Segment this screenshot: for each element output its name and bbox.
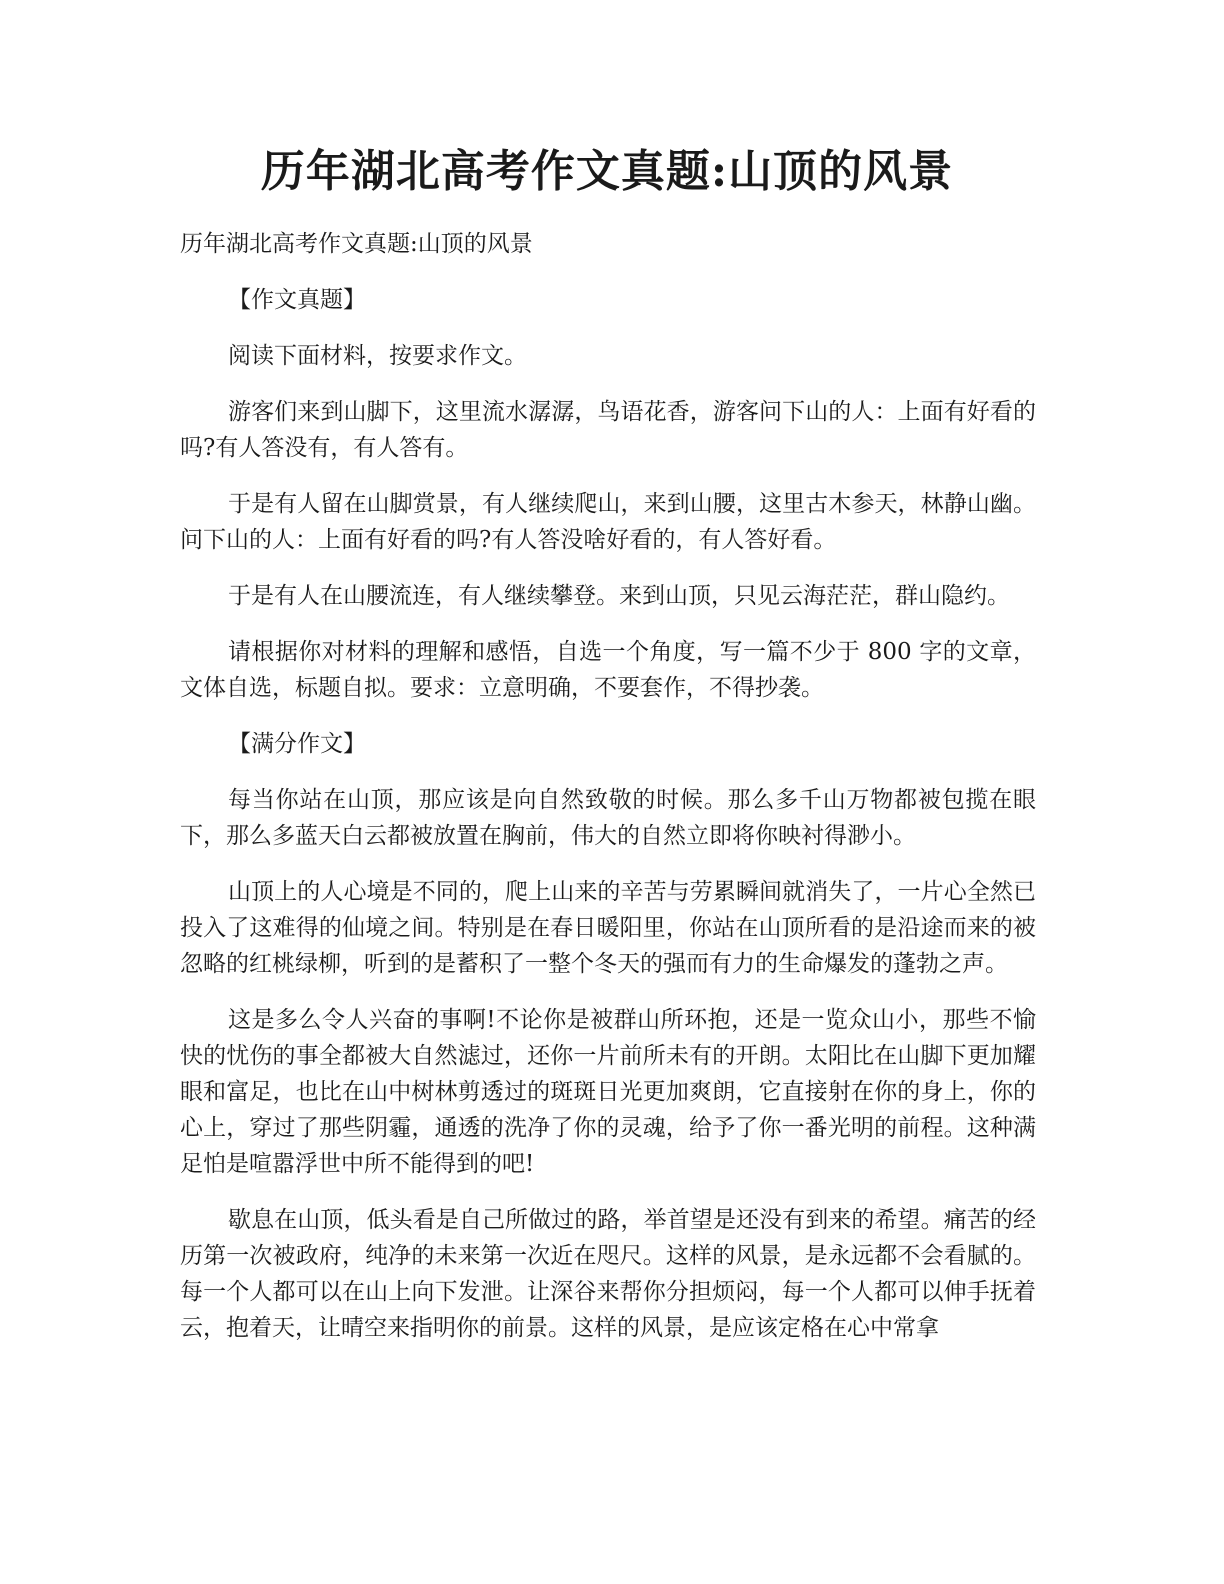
- paragraph: 阅读下面材料，按要求作文。: [228, 343, 527, 369]
- section-heading-prompt: 【作文真题】: [228, 287, 366, 313]
- paragraph: 每当你站在山顶，那应该是向自然致敬的时候。那么多千山万物都被包揽在眼下，那么多蓝天白云都被放置在胸前，伟大的自然立即将你映衬得渺小。: [180, 787, 1036, 849]
- paragraph: 歇息在山顶，低头看是自己所做过的路，举首望是还没有到来的希望。痛苦的经历第一次被政府，纯净的未来第一次近在咫尺。这样的风景，是永远都不会看腻的。每一个人都可以在山上向下发泄。让深谷来帮你分担烦闷，每一个人都可以伸手抚着云，抱着天，让晴空来指明你的前景。这样的风景，是应该定格在心中常拿: [180, 1207, 1036, 1341]
- paragraph: 这是多么令人兴奋的事啊!不论你是被群山所环抱，还是一览众山小，那些不愉快的忧伤的事全都被大自然滤过，还你一片前所未有的开朗。太阳比在山脚下更加耀眼和富足，也比在山中树林剪透过的斑斑日光更加爽朗，它直接射在你的身上，你的心上，穿过了那些阴霾，通透的洗净了你的灵魂，给予了你一番光明的前程。这种满足怕是喧嚣浮世中所不能得到的吧!: [180, 1007, 1036, 1177]
- paragraph: 于是有人在山腰流连，有人继续攀登。来到山顶，只见云海茫茫，群山隐约。: [228, 583, 1010, 609]
- paragraph: 游客们来到山脚下，这里流水潺潺，鸟语花香，游客问下山的人：上面有好看的吗?有人答没有，有人答有。: [180, 399, 1036, 461]
- section-heading-essay: 【满分作文】: [228, 731, 366, 757]
- paragraph: 于是有人留在山脚赏景，有人继续爬山，来到山腰，这里古木参天，林静山幽。问下山的人：上面有好看的吗?有人答没啥好看的，有人答好看。: [180, 491, 1036, 553]
- document-title: 历年湖北高考作文真题:山顶的风景: [260, 146, 954, 197]
- document-subtitle: 历年湖北高考作文真题:山顶的风景: [180, 231, 533, 257]
- paragraph: 山顶上的人心境是不同的，爬上山来的辛苦与劳累瞬间就消失了，一片心全然已投入了这难得的仙境之间。特别是在春日暖阳里，你站在山顶所看的是沿途而来的被忽略的红桃绿柳，听到的是蓄积了一整个冬天的强而有力的生命爆发的蓬勃之声。: [180, 879, 1036, 977]
- document-body: [180, 226, 1036, 1366]
- paragraph: 请根据你对材料的理解和感悟，自选一个角度，写一篇不少于 800 字的文章，文体自选，标题自拟。要求：立意明确，不要套作，不得抄袭。: [180, 639, 1036, 701]
